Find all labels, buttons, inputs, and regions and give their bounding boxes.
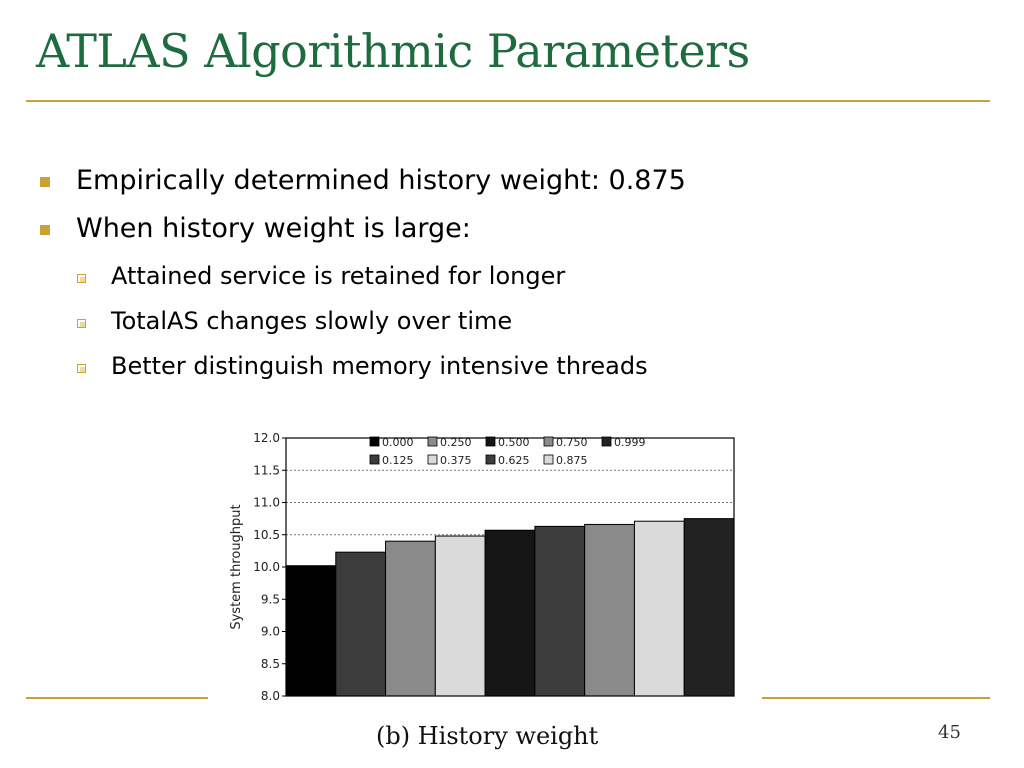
legend-label: 0.750 <box>556 436 588 449</box>
sub-bullet-text: TotalAS changes slowly over time <box>111 307 513 335</box>
y-tick-label: 10.0 <box>253 560 280 574</box>
footer-divider-right <box>762 697 990 699</box>
legend-swatch <box>428 437 437 446</box>
y-tick-label: 8.5 <box>260 656 280 671</box>
slide-title: ATLAS Algorithmic Parameters <box>36 24 750 78</box>
legend-label: 0.125 <box>382 454 414 467</box>
figure-caption: (b) History weight <box>376 722 599 750</box>
legend-label: 0.500 <box>498 436 530 449</box>
legend-swatch <box>602 437 611 446</box>
square-bullet-icon <box>40 225 50 235</box>
hollow-square-bullet-icon <box>77 319 86 328</box>
sub-bullet-text: Better distinguish memory intensive threads <box>111 352 648 380</box>
sub-bullet-item <box>111 307 512 335</box>
bar-chart <box>222 426 742 708</box>
legend-swatch <box>486 437 495 446</box>
chart-svg <box>222 426 742 708</box>
footer-divider-left <box>26 697 208 699</box>
legend-label: 0.875 <box>556 454 588 467</box>
legend-swatch <box>486 455 495 464</box>
square-bullet-icon <box>40 177 50 187</box>
y-axis-label: System throughput <box>229 504 244 630</box>
legend-label: 0.999 <box>614 436 646 449</box>
bar-0-625 <box>535 526 585 696</box>
y-tick-label: 11.5 <box>253 463 280 478</box>
legend-label: 0.250 <box>440 436 472 449</box>
bar-0-875 <box>634 521 684 696</box>
legend-swatch <box>370 455 379 464</box>
legend-swatch <box>370 437 379 446</box>
bullet-text: Empirically determined history weight: 0.875 <box>76 165 686 196</box>
y-tick-label: 11.0 <box>253 495 280 510</box>
legend-swatch <box>428 455 437 464</box>
sub-bullet-text: Attained service is retained for longer <box>111 262 566 290</box>
title-divider <box>26 100 990 102</box>
bullet-item <box>76 165 686 196</box>
legend-label: 0.375 <box>440 454 472 467</box>
bar-0-375 <box>435 536 485 696</box>
legend-label: 0.625 <box>498 454 530 467</box>
sub-bullet-item <box>111 262 565 290</box>
hollow-square-bullet-icon <box>77 274 86 283</box>
y-tick-label: 9.5 <box>260 592 280 607</box>
y-tick-label: 10.5 <box>253 527 280 542</box>
bar-0-750 <box>585 524 635 696</box>
hollow-square-bullet-icon <box>77 364 86 373</box>
bar-0-000 <box>286 566 336 696</box>
legend-label: 0.000 <box>382 436 414 449</box>
bullet-item <box>76 213 471 244</box>
bullet-text: When history weight is large: <box>76 213 471 244</box>
bar-0-500 <box>485 530 535 696</box>
bar-0-125 <box>336 552 386 696</box>
sub-bullet-item <box>111 352 648 380</box>
page-number: 45 <box>938 722 961 743</box>
y-tick-label: 9.0 <box>260 624 280 639</box>
y-tick-label: 12.0 <box>253 431 280 445</box>
bar-0-999 <box>684 519 734 696</box>
legend-swatch <box>544 437 553 446</box>
y-tick-label: 8.0 <box>260 689 280 703</box>
bar-0-250 <box>386 541 436 696</box>
legend-swatch <box>544 455 553 464</box>
